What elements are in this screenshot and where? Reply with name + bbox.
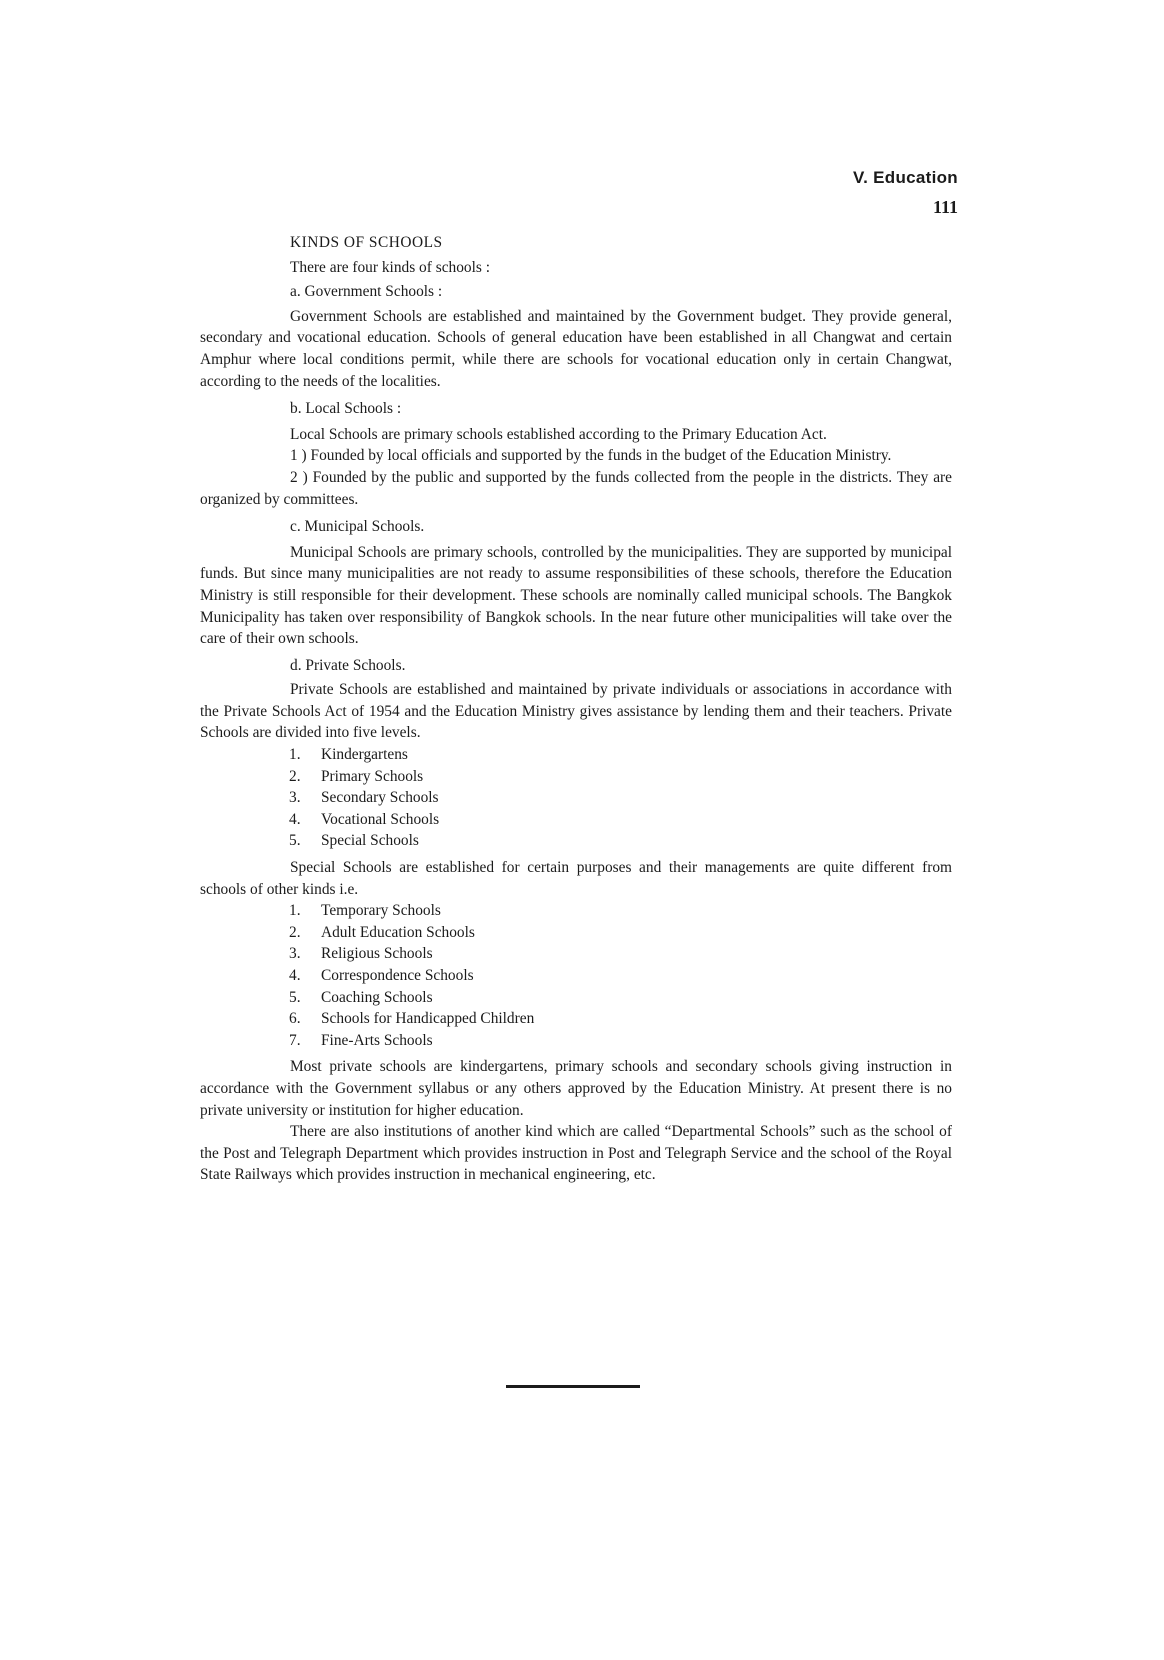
intro-line: There are four kinds of schools : (290, 258, 491, 276)
running-header (853, 168, 958, 218)
list-number: 7. (289, 1031, 301, 1049)
list-number: 5. (289, 832, 301, 850)
list-item (289, 809, 952, 831)
list-item (289, 787, 952, 809)
private-schools-paragraph: Private Schools are established and maintained by private individuals or associations in accordance with the Private Schools Act of 1954 and the Education Ministry gives assistance by lending them and their teachers. Private Schools are divided into five levels. (200, 681, 952, 742)
special-schools-paragraph: Special Schools are established for certain purposes and their managements are quite different from schools of other kinds i.e. (200, 859, 952, 898)
list-number: 3. (289, 789, 301, 807)
list-item (289, 987, 952, 1009)
list-number: 1. (289, 902, 301, 920)
list-item (289, 766, 952, 788)
list-item (289, 965, 952, 987)
list-number: 6. (289, 1010, 301, 1028)
list-item-text: Temporary Schools (321, 902, 441, 920)
local-schools-label: b. Local Schools : (290, 400, 402, 418)
list-item-text: Schools for Handicapped Children (321, 1010, 535, 1028)
closing-paragraph-2: There are also institutions of another kind which are called “Departmental Schools” such as the school of the Post and Telegraph Department which provides instruction in Post and Telegraph Service and the school of the Royal State Railways which provides instruction in mechanical engineering, etc. (200, 1123, 952, 1184)
list-item (289, 1030, 952, 1052)
list-item (289, 744, 952, 766)
list-item-text: Primary Schools (321, 767, 424, 785)
list-item-text: Vocational Schools (321, 810, 440, 828)
local-schools-paragraph: Local Schools are primary schools established according to the Primary Education Act. (290, 425, 827, 443)
list-item (289, 1008, 952, 1030)
list-item-text: Adult Education Schools (321, 923, 475, 941)
list-item (289, 900, 952, 922)
list-number: 4. (289, 810, 301, 828)
list-item (289, 830, 952, 852)
list-item-text: Coaching Schools (321, 988, 433, 1006)
closing-paragraph-1: Most private schools are kindergartens, primary schools and secondary schools giving instruction in accordance with the Government syllabus or any others approved by the Education Ministry. At present there is no private university or institution for higher education. (200, 1058, 952, 1119)
list-number: 5. (289, 988, 301, 1006)
document-body (200, 232, 952, 1186)
special-school-kinds-list (200, 900, 952, 1051)
page-title: KINDS OF SCHOOLS (290, 234, 443, 251)
municipal-schools-label: c. Municipal Schools. (290, 518, 425, 536)
local-schools-item-1: 1 ) Founded by local officials and supported by the funds in the budget of the Education Ministry. (290, 447, 892, 465)
government-schools-label: a. Government Schools : (290, 283, 443, 301)
municipal-schools-paragraph: Municipal Schools are primary schools, controlled by the municipalities. They are supported by municipal funds. But since many municipalities are not ready to assume responsibilities of these schools, therefore the Education Ministry is still responsible for their development. These schools are nominally called municipal schools. The Bangkok Municipality has taken over responsibility of Bangkok schools. In the near future other municipalities will take over the care of their own schools. (200, 543, 952, 648)
list-item-text: Secondary Schools (321, 789, 439, 807)
list-item-text: Religious Schools (321, 945, 433, 963)
government-schools-paragraph: Government Schools are established and maintained by the Government budget. They provide general, secondary and vocational education. Schools of general education have been established in all Changwat and certain Amphur where local conditions permit, while there are schools for vocational education only in certain Changwat, according to the needs of the localities. (200, 307, 952, 390)
private-schools-label: d. Private Schools. (290, 656, 406, 674)
page-number: 111 (932, 197, 958, 217)
list-number: 1. (289, 746, 301, 764)
list-number: 2. (289, 923, 301, 941)
list-number: 4. (289, 967, 301, 984)
local-schools-item-2: 2 ) Founded by the public and supported by the funds collected from the people in the districts. They are organized by committees. (200, 468, 952, 508)
private-school-levels-list (200, 744, 952, 852)
list-item (289, 943, 952, 965)
end-rule (506, 1385, 640, 1388)
list-item-text: Correspondence Schools (321, 967, 474, 984)
list-number: 3. (289, 945, 301, 963)
list-item-text: Special Schools (321, 832, 419, 850)
section-name: V. Education (853, 168, 958, 187)
list-item-text: Fine-Arts Schools (321, 1031, 433, 1049)
list-item-text: Kindergartens (321, 746, 408, 764)
list-number: 2. (289, 767, 301, 785)
list-item (289, 922, 952, 944)
